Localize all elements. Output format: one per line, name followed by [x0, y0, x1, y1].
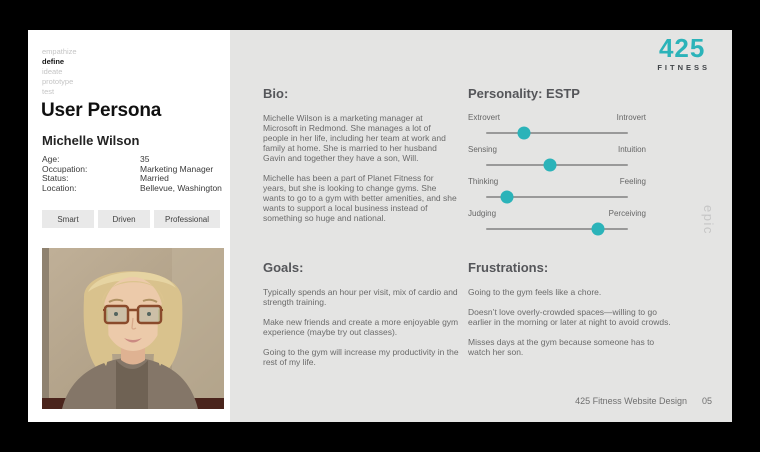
trait-tag-smart[interactable]: Smart: [42, 210, 94, 228]
detail-value: Marketing Manager: [140, 163, 214, 174]
goals-paragraph: Typically spends an hour per visit, mix of cardio and strength training.: [263, 287, 458, 307]
persona-details: [42, 155, 222, 193]
slider-knob[interactable]: [518, 127, 531, 140]
detail-label: Status:: [42, 173, 69, 184]
persona-slide: [28, 30, 732, 422]
nav-item-empathize[interactable]: empathize: [42, 47, 77, 56]
slider-left-label: Extrovert: [468, 113, 501, 122]
goals-heading: Goals:: [263, 260, 304, 275]
slider-right-label: Perceiving: [608, 209, 646, 218]
detail-row-occupation: [42, 165, 222, 175]
slider-judging-perceiving: [468, 209, 646, 230]
brand-logo: [654, 35, 710, 72]
slider-knob[interactable]: [501, 191, 514, 204]
trait-tag-professional[interactable]: Professional: [154, 210, 220, 228]
slider-right-label: Introvert: [616, 113, 646, 122]
slider-track[interactable]: [486, 228, 628, 230]
goals-paragraph: Going to the gym will increase my productivity in the rest of my life.: [263, 347, 459, 367]
nav-item-ideate[interactable]: ideate: [42, 67, 63, 76]
bio-paragraph: Michelle has been a part of Planet Fitness for years, but she is looking to change gyms. She wants to go to a gym with better amenities, and she wants to support a local business instead of something so huge and national.: [263, 173, 457, 223]
logo-425: 425: [658, 33, 706, 63]
nav-item-prototype[interactable]: prototype: [42, 77, 74, 86]
frustrations-section: [468, 260, 672, 367]
slider-track[interactable]: [486, 196, 628, 198]
trait-tag-driven[interactable]: Driven: [98, 210, 150, 228]
bio-heading: Bio:: [263, 86, 289, 101]
detail-label: Occupation:: [42, 163, 88, 174]
page-title: User Persona: [41, 100, 162, 121]
slider-left-label: Sensing: [468, 145, 497, 154]
bio-paragraph: Michelle Wilson is a marketing manager at Microsoft in Redmond. She manages a lot of people in her life, including her team at work and family at home. She is married to her husband Gavin and together they have a son, Will.: [263, 113, 446, 163]
logo-fitness: FITNESS: [657, 63, 710, 72]
slider-track[interactable]: [486, 164, 628, 166]
persona-photo: [42, 248, 224, 409]
slider-sensing-intuition: [468, 145, 646, 166]
detail-value: Married: [140, 173, 169, 184]
detail-row-location: [42, 184, 222, 194]
page-number: 05: [701, 396, 712, 406]
detail-label: Age:: [42, 154, 60, 164]
detail-value: 35: [140, 154, 150, 164]
slider-right-label: Feeling: [619, 177, 646, 186]
slider-left-label: Judging: [468, 209, 497, 218]
slider-right-label: Intuition: [617, 145, 646, 154]
slider-track[interactable]: [486, 132, 628, 134]
frustrations-heading: Frustrations:: [468, 260, 549, 275]
nav-item-define[interactable]: define: [42, 57, 65, 66]
frustrations-paragraph: Misses days at the gym because someone has to watch her son.: [468, 337, 655, 357]
detail-value: Bellevue, Washington: [140, 182, 222, 193]
slider-knob[interactable]: [543, 159, 556, 172]
bio-section: [263, 86, 458, 233]
slider-extrovert-introvert: [468, 113, 646, 134]
goals-section: [263, 260, 459, 377]
left-panel: [28, 30, 230, 422]
slider-left-label: Thinking: [468, 177, 499, 186]
frustrations-paragraph: Doesn’t love overly-crowded spaces—willing to go earlier in the morning or later at night to avoid crowds.: [468, 307, 671, 327]
footer-title: 425 Fitness Website Design: [575, 396, 687, 406]
personality-heading: Personality: ESTP: [468, 86, 580, 101]
epic-watermark: epic: [701, 205, 716, 235]
slider-knob[interactable]: [592, 223, 605, 236]
frustrations-paragraph: Going to the gym feels like a chore.: [468, 287, 602, 297]
trait-tags: [42, 210, 220, 228]
slider-thinking-feeling: [468, 177, 646, 198]
design-process-nav: [42, 47, 77, 97]
persona-name: Michelle Wilson: [42, 133, 140, 148]
detail-label: Location:: [42, 182, 77, 193]
slide-footer: [575, 396, 712, 406]
personality-section: [468, 86, 646, 241]
goals-paragraph: Make new friends and create a more enjoyable gym experience (maybe try out classes).: [263, 317, 459, 337]
nav-item-test[interactable]: test: [42, 87, 55, 96]
